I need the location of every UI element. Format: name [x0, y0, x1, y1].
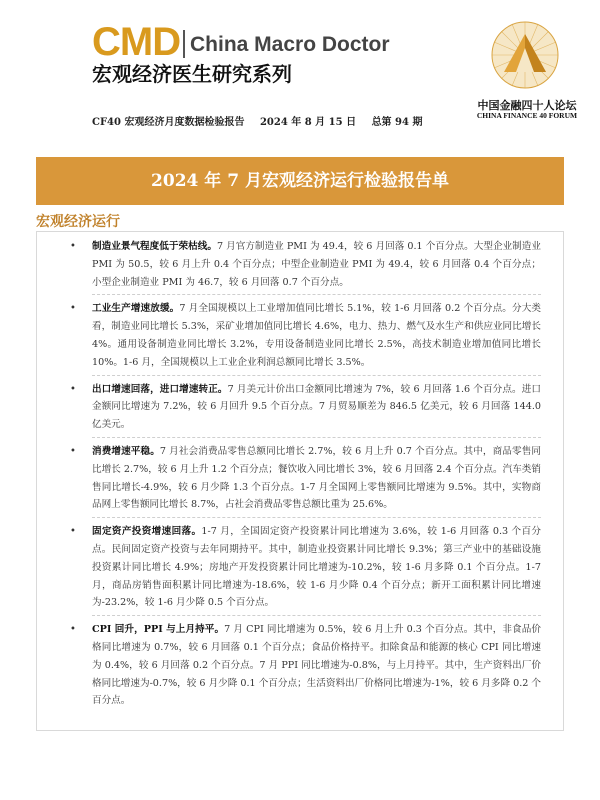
item-lead: 消费增速平稳。: [92, 445, 160, 457]
item-text: 1-7 月，全国固定资产投资累计同比增速为 3.6%，较 1-6 月回落 0.3 个百分点。民间固定资产投资与去年同期持平。其中，制造业投资累计同比增长 9.3%；第三产业中的基础设施投资累计同比增长 4.9%；房地产开发投资累计同比增速为-10.2%，较 1-6 月多降 0.1 个百分点。1-7 月，商品房销售面积累计同比增速为-18.6%，较 1-6 月少降 0.4 个百分点；新开工面积累计同比增速为-23.2%，较 1-6 月少降 0.5 个百分点。: [92, 526, 541, 609]
bullet-icon: •: [70, 445, 76, 457]
item-text: 7 月全国规模以上工业增加值同比增长 5.1%，较 1-6 月回落 0.2 个百分点。分大类看，制造业同比增长 5.3%，采矿业增加值同比增长 4.6%，电力、热力、燃气及水生产和供应业同比增长 4%。通用设备制造业同比增长 3.2%，专用设备制造业同比增长 2.5%，高技术制造业增加值同比增长 10%。1-6 月，全国规模以上工业企业利润总额同比增长 3.5%。: [92, 303, 541, 368]
report-title: 2024 年 7 月宏观经济运行检验报告单: [36, 157, 564, 205]
item-lead: 固定资产投资增速回落。: [92, 526, 202, 538]
report-header: [0, 0, 600, 135]
bullet-icon: •: [70, 303, 76, 315]
brand-divider: [183, 30, 185, 58]
report-body: [36, 231, 564, 731]
list-item: [70, 523, 541, 616]
list-item: [70, 238, 541, 295]
brand-chinese-name: 宏观经济医生研究系列: [92, 62, 292, 86]
item-lead: 制造业景气程度低于荣枯线。: [92, 241, 217, 252]
item-text: 7 月社会消费品零售总额同比增长 2.7%，较 6 月上升 0.7 个百分点。其中，商品零售同比增长 2.7%，较 6 月上升 1.2 个百分点；餐饮收入同比增长 3%，较 6 月回落 2.4 个百分点。汽车类销售同比增长-4.9%，较 6 月少降 1.3 个百分点。1-7 月全国网上零售额同比增速为 9.5%。其中，实物商品网上零售额同比增长 8.7%，占社会消费品零售总额比重为 25.6%。: [92, 445, 541, 511]
item-lead: CPI 回升，PPI 与上月持平。: [92, 624, 225, 636]
item-text: 7 月美元计价出口金额同比增速为 7%，较 6 月回落 1.6 个百分点。进口金额同比增速为 7.2%，较 6 月回升 9.5 个百分点。7 月贸易顺差为 846.5 亿美元，较 6 月回落 144.0 亿美元。: [92, 383, 542, 431]
list-item: [70, 443, 541, 518]
forum-name-en: CHINA FINANCE 40 FORUM: [476, 111, 578, 120]
bullet-icon: •: [70, 526, 76, 538]
section-title: 宏观经济运行: [36, 214, 120, 230]
brand-abbr: CMD: [92, 20, 181, 64]
list-item: [70, 621, 541, 713]
list-item: [70, 300, 541, 375]
bullet-icon: •: [70, 624, 76, 636]
cf40-logo-icon: [490, 20, 560, 90]
list-item: [70, 381, 542, 438]
report-issue: 总第 94 期: [371, 117, 423, 128]
forum-name-cn: 中国金融四十人论坛: [477, 99, 577, 112]
bullet-icon: •: [70, 241, 76, 252]
report-code: CF40 宏观经济月度数据检验报告: [92, 117, 245, 128]
report-meta: [92, 113, 434, 128]
item-lead: 出口增速回落，进口增速转正。: [92, 383, 228, 395]
item-lead: 工业生产增速放缓。: [92, 303, 180, 315]
report-date: 2024 年 8 月 15 日: [259, 117, 357, 128]
brand-english-name: China Macro Doctor: [190, 33, 390, 56]
item-text: 7 月 CPI 同比增速为 0.5%，较 6 月上升 0.3 个百分点。其中，非食品价格同比增速为 0.7%，较 6 月回落 0.1 个百分点；食品价格持平。扣除食品和能源的核心 CPI 同比增速为 0.4%，较 6 月回落 0.2 个百分点。7 月 PPI 同比增速为-0.8%，与上月持平。其中，生产资料出厂价格同比增速为-0.7%，较 6 月少降 0.1 个百分点；生活资料出厂价格同比增速为-1%，较 6 月多降 0.2 个百分点。: [92, 624, 541, 707]
bullet-icon: •: [70, 383, 76, 395]
item-text: 7 月官方制造业 PMI 为 49.4，较 6 月回落 0.1 个百分点。大型企业制造业 PMI 为 50.5，较 6 月上升 0.4 个百分点；中型企业制造业 PMI 为 49.4，较 6 月回落 0.4 个百分点；小型企业制造业 PMI 为 46.7，较 6 月回落 0.7 个百分点。: [92, 241, 541, 288]
